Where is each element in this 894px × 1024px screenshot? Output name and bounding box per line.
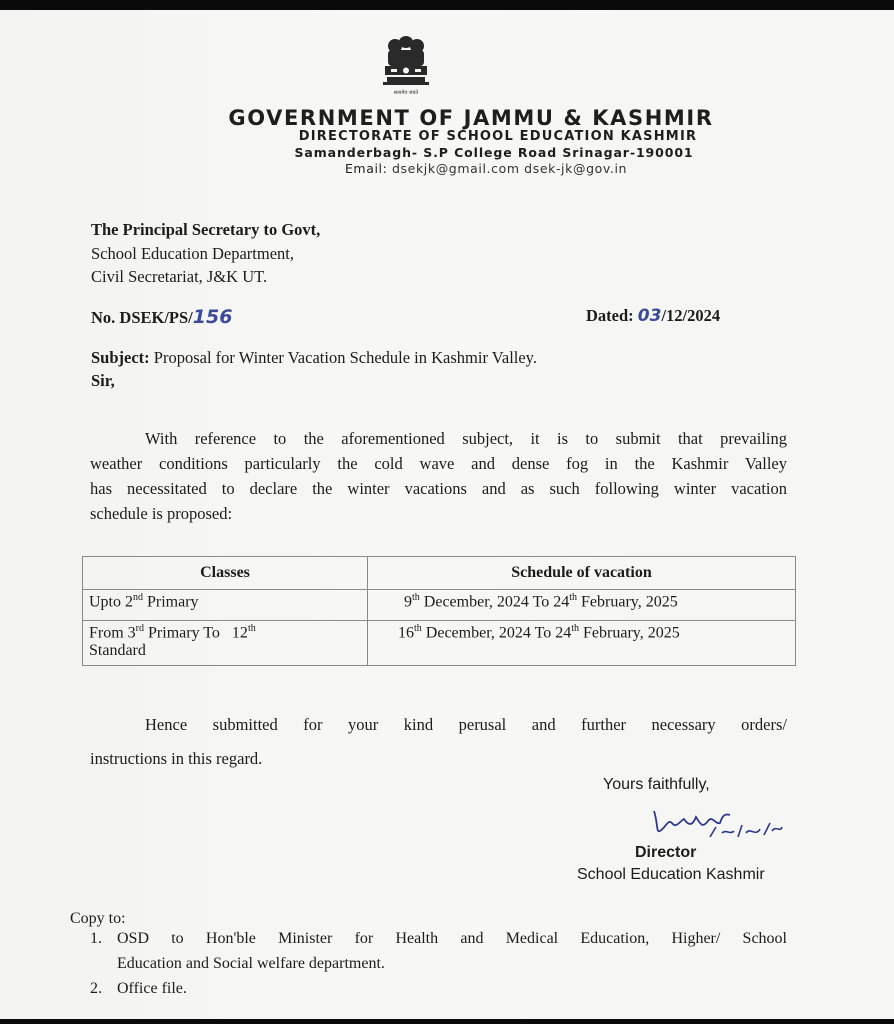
email-label: Email: [344,161,388,176]
emblem-caption: सत्यमेव जयते [393,90,419,96]
date-day-handwritten: 03 [637,306,662,326]
copy-item-text: Office file. [117,980,187,997]
header-classes: Classes [83,557,368,590]
yours-faithfully: Yours faithfully, [603,776,710,793]
body-line: With reference to the aforementioned subject, it is to submit that prevailing [145,429,787,448]
table-row [83,621,796,666]
class-cell: From 3rd Primary To 12th Standard [83,621,368,666]
copy-item-number: 1. [90,930,102,947]
schedule-cell: 16th December, 2024 To 24th February, 2025 [368,621,796,666]
addressee-line-1: The Principal Secretary to Govt, [91,220,321,239]
body-line: schedule is proposed: [90,504,233,523]
addressee-line-2: School Education Department, [91,244,294,263]
letter-number [91,306,232,328]
closing-paragraph [90,708,787,776]
copy-item-text: Education and Social welfare department. [117,955,385,972]
vacation-schedule-table [82,556,796,666]
closing-line: Hence submitted for your kind perusal and further necessary orders/ [145,715,787,734]
addressee-line-3: Civil Secretariat, J&K UT. [91,267,268,286]
email-secondary: dsek-jk@gov.in [524,161,628,176]
closing-line: instructions in this regard. [90,749,263,768]
class-cell: Upto 2nd Primary [83,590,368,621]
body-line: has necessitated to declare the winter vacations and as such following winter vacation [90,479,787,498]
subject-label: Subject: [91,348,150,367]
letter-date [586,306,720,326]
letter-page [0,10,894,1019]
email-primary: dsekjk@gmail.com [392,161,520,176]
date-label: Dated: [586,306,634,325]
schedule-cell: 9th December, 2024 To 24th February, 2025 [368,590,796,621]
date-month-year: /12/2024 [661,306,721,325]
table-row [83,590,796,621]
directorate-title: DIRECTORATE OF SCHOOL EDUCATION KASHMIR [298,129,698,144]
directorate-address: Samanderbagh- S.P College Road Srinagar-190001 [294,145,694,160]
signatory-title: Director [635,844,697,861]
body-paragraph [90,426,787,526]
subject-line [91,348,537,368]
header-schedule: Schedule of vacation [368,557,796,590]
email-line [0,161,894,176]
signatory-office: School Education Kashmir [577,866,765,883]
subject-text: Proposal for Winter Vacation Schedule in Kashmir Valley. [153,348,537,367]
government-title: GOVERNMENT OF JAMMU & KASHMIR [228,106,714,130]
handwritten-signature [650,803,785,845]
copy-to-label: Copy to: [70,910,126,927]
table-header-row [83,557,796,590]
copy-item-number: 2. [90,980,102,997]
salutation: Sir, [91,371,115,390]
body-line: weather conditions particularly the cold wave and dense fog in the Kashmir Valley [90,454,787,473]
bottom-frame-bar [0,1019,894,1024]
letter-number-handwritten: 156 [192,306,233,328]
copy-item-text: OSD to Hon'ble Minister for Health and Medical Education, Higher/ School [117,930,787,947]
letter-number-label: No. DSEK/PS/ [91,308,193,327]
national-emblem-icon [371,32,441,102]
top-frame-bar [0,0,894,10]
